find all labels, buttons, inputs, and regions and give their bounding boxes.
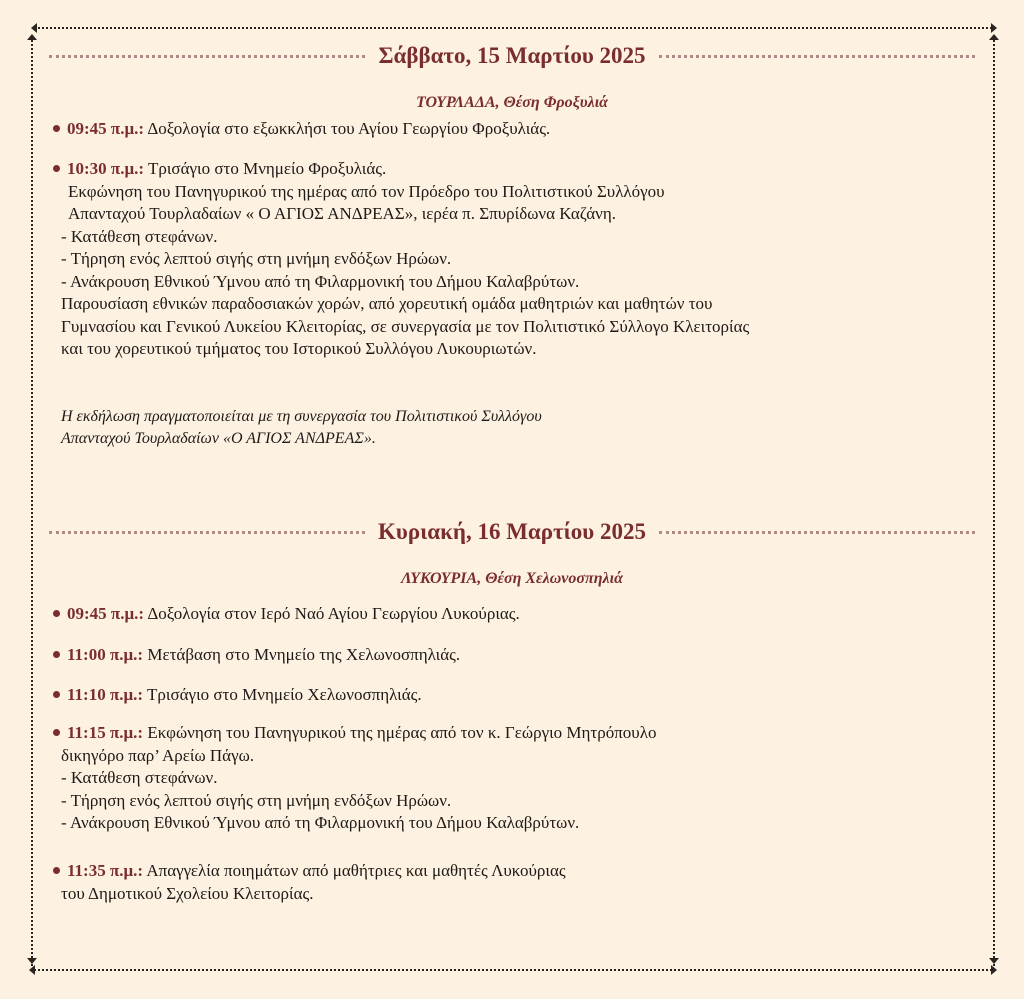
item-text: Παρουσίαση εθνικών παραδοσιακών χορών, από χορευτική ομάδα μαθητριών και μαθητών του xyxy=(61,294,713,313)
item-text: - Κατάθεση στεφάνων. xyxy=(61,226,218,246)
item-text: - Ανάκρουση Εθνικού Ύμνου από τη Φιλαρμονική του Δήμου Καλαβρύτων. xyxy=(61,271,580,291)
arrow-up-icon xyxy=(27,34,37,40)
item-text: Απανταχού Τουρλαδαίων « Ο ΑΓΙΟΣ ΑΝΔΡΕΑΣ», ιερέα π. Σπυρίδωνα Καζάνη. xyxy=(68,204,616,223)
bullet-icon xyxy=(53,729,60,736)
arrow-down-icon xyxy=(27,958,37,964)
day-title: Κυριακή, 16 Μαρτίου 2025 xyxy=(378,519,646,544)
item-text: και του χορευτικού τμήματος του Ιστορικού Συλλόγου Λυκουριωτών. xyxy=(61,339,537,358)
decorative-rule-left xyxy=(49,55,365,58)
note-text: Απανταχού Τουρλαδαίων «Ο ΑΓΙΟΣ ΑΝΔΡΕΑΣ». xyxy=(61,430,376,447)
bullet-icon xyxy=(53,651,60,658)
arrow-left-icon xyxy=(29,965,35,975)
item-time: 10:30 π.μ.: xyxy=(67,159,145,178)
item-text: Εκφώνηση του Πανηγυρικού της ημέρας από τον Πρόεδρο του Πολιτιστικού Συλλόγου xyxy=(68,181,665,201)
item-text: - Τήρηση ενός λεπτού σιγής στη μνήμη ενδόξων Ηρώων. xyxy=(61,790,452,810)
item-text: Τρισάγιο στο Μνημείο Φροξυλιάς. xyxy=(147,159,387,178)
frame-bottom-border xyxy=(34,969,992,971)
item-time: 11:00 π.μ.: xyxy=(67,645,144,664)
location-title: ΤΟΥΡΛΑΔΑ, Θέση Φροξυλιά xyxy=(416,94,608,111)
frame-right-border xyxy=(993,36,995,966)
day-title: Σάββατο, 15 Μαρτίου 2025 xyxy=(378,43,646,68)
arrow-down-icon xyxy=(989,958,999,964)
frame-top-border xyxy=(34,27,992,29)
item-time: 09:45 π.μ.: xyxy=(67,119,145,138)
bullet-icon xyxy=(53,691,60,698)
item-text: Τρισάγιο στο Μνημείο Χελωνοσπηλιάς. xyxy=(147,685,422,704)
schedule-item xyxy=(53,722,656,835)
bullet-icon xyxy=(53,867,60,874)
item-text: Δοξολογία στο εξωκκλήσι του Αγίου Γεωργίου Φροξυλιάς. xyxy=(147,119,551,138)
item-text: δικηγόρο παρ’ Αρείω Πάγω. xyxy=(61,745,255,765)
item-text: του Δημοτικού Σχολείου Κλειτορίας. xyxy=(61,883,314,903)
item-time: 09:45 π.μ.: xyxy=(67,604,145,623)
schedule-item xyxy=(53,603,520,626)
schedule-item xyxy=(53,118,550,141)
item-text: Γυμνασίου και Γενικού Λυκείου Κλειτορίας, σε συνεργασία με τον Πολιτιστικό Σύλλογο Κλειτορίας xyxy=(61,316,750,336)
item-text: - Ανάκρουση Εθνικού Ύμνου από τη Φιλαρμονική του Δήμου Καλαβρύτων. xyxy=(61,813,580,832)
item-time: 11:15 π.μ.: xyxy=(67,723,144,742)
schedule-item xyxy=(53,860,566,905)
arrow-right-icon xyxy=(991,965,997,975)
item-text: - Τήρηση ενός λεπτού σιγής στη μνήμη ενδόξων Ηρώων. xyxy=(61,249,452,268)
arrow-right-icon xyxy=(991,23,997,33)
note-text: Η εκδήλωση πραγματοποιείται με τη συνεργασία του Πολιτιστικού Συλλόγου xyxy=(61,408,542,425)
item-text: - Κατάθεση στεφάνων. xyxy=(61,768,218,787)
arrow-left-icon xyxy=(31,23,37,33)
schedule-item xyxy=(53,158,749,361)
decorative-rule-right xyxy=(659,531,975,534)
item-time: 11:10 π.μ.: xyxy=(67,685,144,704)
decorative-rule-right xyxy=(659,55,975,58)
item-text: Δοξολογία στον Ιερό Ναό Αγίου Γεωργίου Λυκούριας. xyxy=(147,604,520,623)
day-header-saturday xyxy=(49,43,975,69)
schedule-item xyxy=(53,684,422,707)
bullet-icon xyxy=(53,125,60,132)
frame-left-border xyxy=(31,36,33,966)
arrow-up-icon xyxy=(989,34,999,40)
decorative-rule-left xyxy=(49,531,365,534)
bullet-icon xyxy=(53,610,60,617)
collaboration-note xyxy=(61,406,542,450)
schedule-item xyxy=(53,644,460,667)
item-text: Απαγγελία ποιημάτων από μαθήτριες και μαθητές Λυκούριας xyxy=(146,861,566,880)
item-text: Μετάβαση στο Μνημείο της Χελωνοσπηλιάς. xyxy=(147,645,461,664)
location-title: ΛΥΚΟΥΡΙΑ, Θέση Χελωνοσπηλιά xyxy=(401,570,623,587)
day-header-sunday xyxy=(49,519,975,545)
item-text: Εκφώνηση του Πανηγυρικού της ημέρας από τον κ. Γεώργιο Μητρόπουλο xyxy=(147,723,657,742)
bullet-icon xyxy=(53,165,60,172)
item-time: 11:35 π.μ.: xyxy=(67,861,144,880)
